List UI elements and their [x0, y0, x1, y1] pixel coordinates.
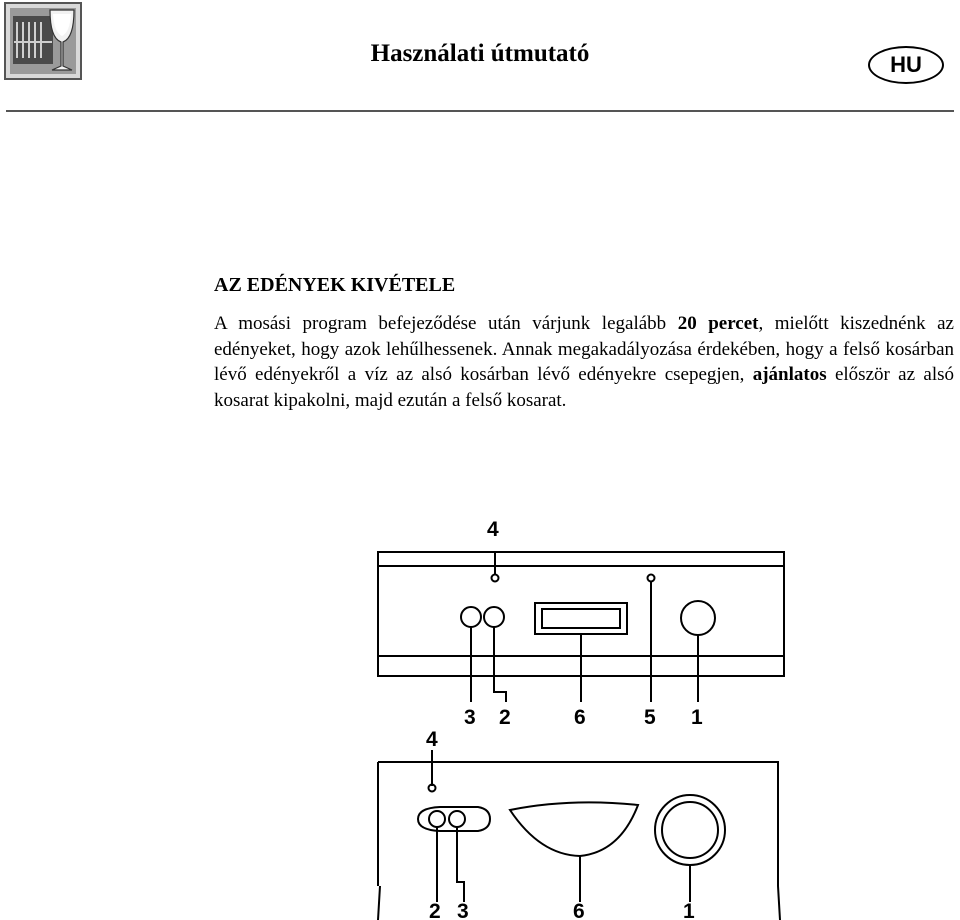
paragraph-bold-1: 20 percet	[677, 313, 759, 334]
paragraph-text-2: , mielőtt kiszednénk az edényeket, hogy azok lehűlhessenek. Annak megakadályozása érdekében, hogy a felső kosárban lévő edényekről a víz az alsó kosárban lévő edényekre csepegjen,	[214, 313, 954, 385]
callout-3: 3	[464, 706, 476, 729]
callout-4: 4	[487, 518, 499, 541]
option-button-2-icon	[429, 811, 445, 827]
section-heading: AZ EDÉNYEK KIVÉTELE	[214, 274, 456, 296]
callout-6: 6	[573, 900, 585, 920]
callout-1: 1	[691, 706, 703, 729]
instruction-paragraph	[214, 311, 954, 413]
header-divider	[6, 110, 954, 112]
callout-6: 6	[574, 706, 586, 729]
callout-2: 2	[429, 900, 441, 920]
paragraph-bold-2: ajánlatos	[752, 364, 827, 385]
top-control-panel	[378, 552, 784, 702]
paragraph-text-3: először az alsó kosarat kipakolni, majd ezután a felső kosarat.	[214, 364, 955, 411]
callout-2: 2	[499, 706, 511, 729]
callout-3: 3	[457, 900, 469, 920]
language-badge: HU	[868, 46, 944, 84]
page-title: Használati útmutató	[370, 40, 590, 67]
callout-5: 5	[644, 706, 656, 729]
paragraph-text-1: A mosási program befejeződése után várjunk legalább	[214, 313, 678, 334]
control-panel-diagram	[370, 510, 790, 920]
bottom-control-panel	[378, 750, 780, 920]
callout-1: 1	[683, 900, 695, 920]
callout-4: 4	[426, 728, 438, 751]
option-button-3-icon	[449, 811, 465, 827]
